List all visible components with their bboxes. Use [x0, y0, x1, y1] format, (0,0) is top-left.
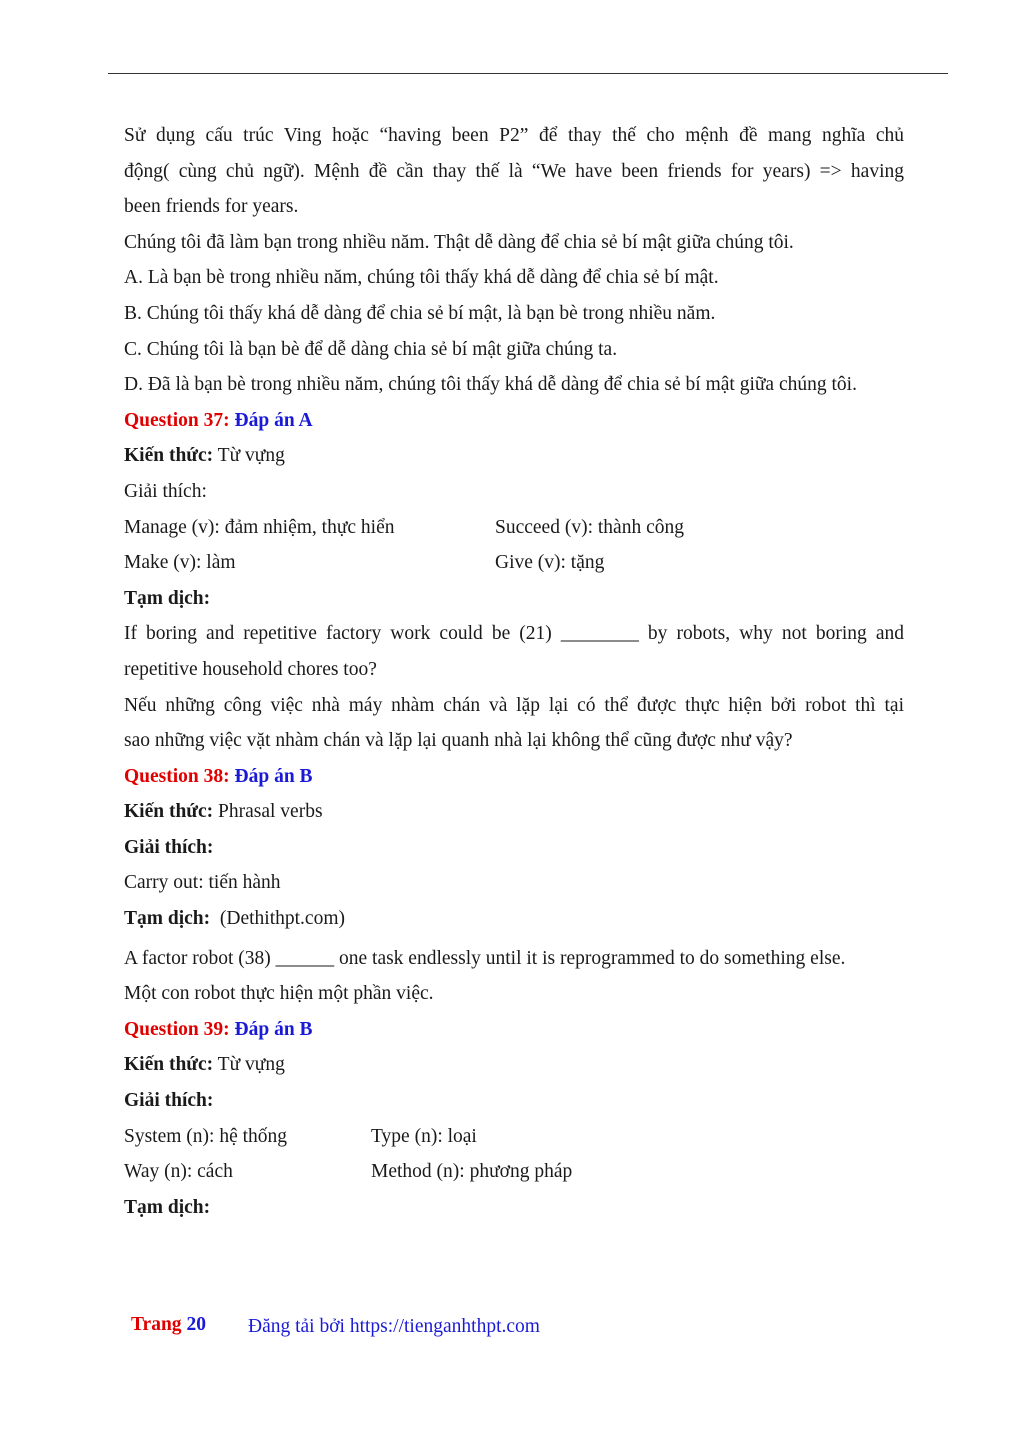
vocab-item: Make (v): làm — [124, 552, 236, 574]
paragraph-line: been friends for years. — [124, 196, 299, 218]
knowledge-label: Kiến thức: — [124, 445, 214, 467]
source-note: (Dethithpt.com) — [219, 908, 345, 930]
translation-label: Tạm dịch: — [124, 908, 211, 930]
translation-line: Nếu những công việc nhà máy nhàm chán và lặp lại có thể được thực hiện bởi robot thì tại — [124, 694, 904, 716]
knowledge-value: Từ vựng — [213, 445, 285, 467]
translation-label: Tạm dịch: — [124, 1196, 211, 1218]
vocab-item: Method (n): phương pháp — [371, 1161, 573, 1183]
answer-label: Đáp án B — [234, 1018, 313, 1040]
translation-line: A factor robot (38) ______ one task endlessly until it is reprogrammed to do something else. — [124, 947, 846, 969]
question-label: Question 38: — [124, 765, 230, 787]
vocab-row — [124, 510, 904, 546]
knowledge-line — [124, 794, 904, 830]
page-content — [124, 118, 904, 1225]
header-rule — [108, 73, 948, 74]
vocab-row — [124, 545, 904, 581]
paragraph-line: Sử dụng cấu trúc Ving hoặc “having been P2” để thay thế cho mệnh đề mang nghĩa chủ — [124, 125, 904, 146]
explain-label: Giải thích: — [124, 1090, 214, 1112]
knowledge-label: Kiến thức: — [124, 801, 214, 823]
translation-label: Tạm dịch: — [124, 587, 211, 609]
vocab-item: Way (n): cách — [124, 1161, 233, 1183]
option-d: D. Đã là bạn bè trong nhiều năm, chúng tôi thấy khá dễ dàng để chia sẻ bí mật giữa chúng tôi. — [124, 374, 857, 396]
option-b: B. Chúng tôi thấy khá dễ dàng để chia sẻ bí mật, là bạn bè trong nhiều năm. — [124, 302, 716, 324]
question-38-heading — [124, 759, 904, 795]
vocab-item: System (n): hệ thống — [124, 1125, 288, 1147]
vocab-row — [124, 1119, 904, 1155]
paragraph-line: Chúng tôi đã làm bạn trong nhiều năm. Thật dễ dàng để chia sẻ bí mật giữa chúng tôi. — [124, 231, 794, 253]
explain-label: Giải thích: — [124, 836, 214, 858]
knowledge-line — [124, 438, 904, 474]
question-37-heading — [124, 403, 904, 439]
knowledge-value: Phrasal verbs — [213, 801, 323, 823]
page-number: 20 — [186, 1314, 206, 1335]
answer-label: Đáp án B — [234, 765, 313, 787]
vocab-item: Type (n): loại — [371, 1125, 477, 1147]
vocab-item: Carry out: tiến hành — [124, 872, 281, 894]
vocab-item: Give (v): tặng — [495, 552, 605, 574]
knowledge-value: Từ vựng — [213, 1054, 285, 1076]
explain-label: Giải thích: — [124, 480, 207, 502]
paragraph-line: động( cùng chủ ngữ). Mệnh đề cần thay thế là “We have been friends for years) => having — [124, 160, 904, 182]
answer-label: Đáp án A — [234, 409, 313, 431]
option-a: A. Là bạn bè trong nhiều năm, chúng tôi thấy khá dễ dàng để chia sẻ bí mật. — [124, 267, 719, 289]
question-label: Question 37: — [124, 409, 230, 431]
translation-heading — [124, 901, 904, 937]
page-footer — [131, 1314, 540, 1337]
knowledge-label: Kiến thức: — [124, 1054, 214, 1076]
option-c: C. Chúng tôi là bạn bè để dễ dàng chia sẻ bí mật giữa chúng ta. — [124, 338, 618, 360]
translation-line: repetitive household chores too? — [124, 658, 377, 680]
vocab-row — [124, 1154, 904, 1190]
question-label: Question 39: — [124, 1018, 230, 1040]
uploaded-by-link[interactable]: Đăng tải bởi https://tienganhthpt.com — [248, 1316, 540, 1337]
question-39-heading — [124, 1012, 904, 1048]
translation-line: If boring and repetitive factory work could be (21) ________ by robots, why not boring and — [124, 623, 904, 645]
translation-line: Một con robot thực hiện một phần việc. — [124, 983, 434, 1005]
vocab-item: Succeed (v): thành công — [495, 516, 684, 538]
vocab-item: Manage (v): đảm nhiệm, thực hiển — [124, 516, 395, 538]
page-label: Trang — [131, 1314, 182, 1335]
knowledge-line — [124, 1047, 904, 1083]
translation-line: sao những việc vặt nhàm chán và lặp lại quanh nhà lại không thể cũng được như vậy? — [124, 730, 793, 752]
